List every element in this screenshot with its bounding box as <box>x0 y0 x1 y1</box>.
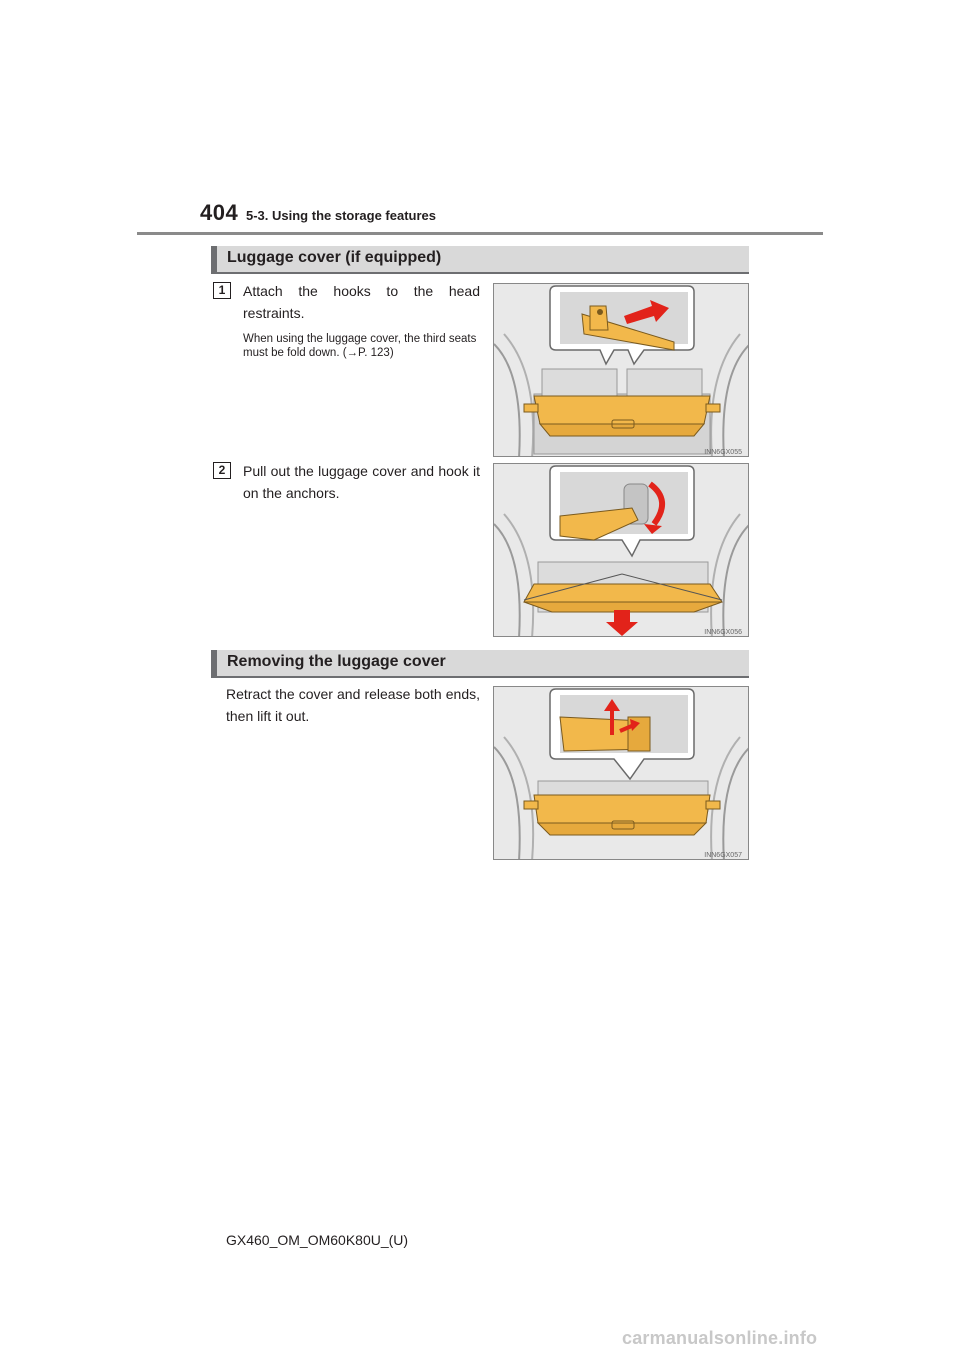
figure-remove-cover <box>493 686 749 860</box>
section-title: Removing the luggage cover <box>227 653 446 670</box>
page-footer <box>0 1220 960 1260</box>
page-number: 404 <box>200 200 239 225</box>
illustration-hook-attach <box>494 284 749 457</box>
figure-hook-anchors <box>493 463 749 637</box>
document-code: GX460_OM_OM60K80U_(U) <box>226 1232 409 1248</box>
step-1-text: Attach the hooks to the head restraints. <box>243 283 480 321</box>
step-number-badge: 1 <box>213 282 231 299</box>
header-rule <box>137 232 823 235</box>
watermark-text: carmanualsonline.info <box>622 1328 818 1348</box>
figure-attach-hooks <box>493 283 749 457</box>
illustration-remove-cover <box>494 687 749 860</box>
section-title: Luggage cover (if equipped) <box>227 249 442 266</box>
step-2-text: Pull out the luggage cover and hook it on the anchors. <box>243 463 480 501</box>
page-header <box>0 0 960 240</box>
section-heading-removing-cover <box>211 650 749 678</box>
figure-id: INN6GX056 <box>704 629 742 636</box>
section-heading-luggage-cover <box>211 246 749 274</box>
step-1-note: When using the luggage cover, the third seats must be fold down. (→P. 123) <box>243 333 477 359</box>
step-number-badge: 2 <box>213 462 231 479</box>
figure-id: INN6GX055 <box>704 449 742 456</box>
removal-text: Retract the cover and release both ends, then lift it out. <box>226 686 480 724</box>
figure-id: INN6GX057 <box>704 852 742 859</box>
illustration-hook-anchors <box>494 464 749 637</box>
section-reference: 5-3. Using the storage features <box>246 208 436 223</box>
